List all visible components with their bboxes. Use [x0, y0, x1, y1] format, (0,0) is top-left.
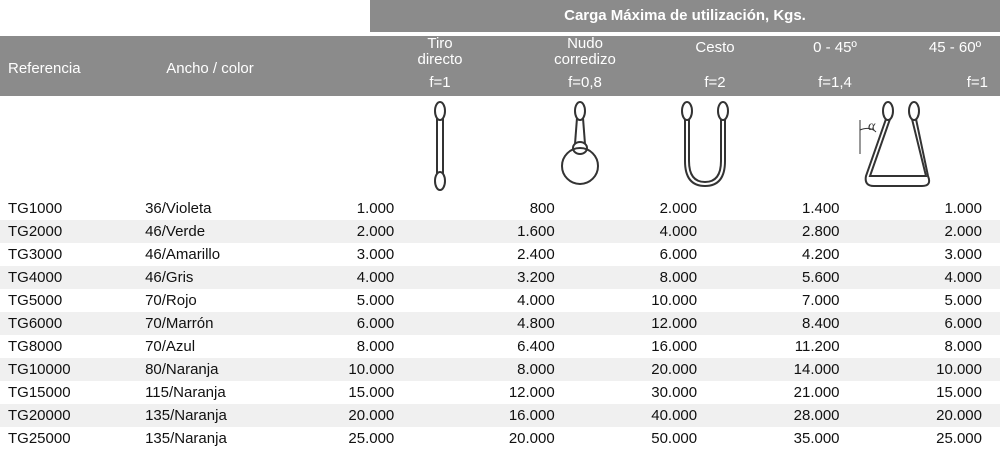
cell-ancho-color: 70/Rojo	[145, 292, 197, 309]
cell-load-value: 30.000	[651, 384, 698, 401]
cell-load-value: 40.000	[607, 404, 749, 427]
header-col-tiro: Tiro directo f=1	[417, 35, 463, 91]
table-row	[0, 358, 1000, 381]
cell-load-value: 2.800	[749, 220, 891, 243]
header-referencia: Referencia	[8, 60, 81, 77]
header-col-cesto: Cesto f=2	[695, 39, 735, 91]
cell-load-value: 20.000	[607, 358, 749, 381]
cell-referencia: TG20000	[0, 404, 105, 427]
cell-ancho-color: 115/Naranja	[145, 384, 226, 401]
cell-load-value: 2.000	[892, 220, 1000, 243]
cell-ancho-color: 135/Naranja	[145, 430, 227, 447]
cell-load-value: 800	[529, 200, 555, 217]
cell-load-value: 1.600	[446, 220, 606, 243]
cell-load-value: 4.000	[517, 292, 555, 309]
cell-ancho-color: 80/Naranja	[105, 358, 310, 381]
table-row	[0, 335, 1000, 358]
cell-load-value: 8.000	[356, 338, 395, 355]
header-col-nudo: Nudo corredizo f=0,8	[554, 35, 616, 91]
angle-sling-icon	[830, 96, 950, 196]
cell-load-value: 6.400	[517, 338, 555, 355]
table-row	[0, 381, 1000, 404]
basket-hitch-sling-icon	[675, 96, 735, 196]
cell-load-value: 3.200	[446, 266, 606, 289]
cell-load-value: 2.400	[517, 246, 555, 263]
cell-referencia: TG8000	[8, 338, 63, 355]
cell-load-value: 12.000	[607, 312, 749, 335]
cell-referencia: TG6000	[0, 312, 105, 335]
cell-load-value: 2.000	[659, 200, 698, 217]
header-col-0-45: 0 - 45º f=1,4	[813, 39, 857, 91]
cell-ancho-color: 46/Verde	[105, 220, 310, 243]
cell-ancho-color: 46/Gris	[105, 266, 310, 289]
header-col-45-60: 45 - 60º f=1	[928, 39, 988, 91]
cell-load-value: 10.000	[310, 358, 446, 381]
cell-load-value: 5.000	[944, 292, 982, 309]
cell-load-value: 11.200	[794, 338, 840, 355]
cell-load-value: 50.000	[651, 430, 698, 447]
sling-icons-row	[0, 96, 1000, 196]
cell-load-value: 3.000	[356, 246, 395, 263]
cell-referencia: TG2000	[0, 220, 105, 243]
cell-load-value: 35.000	[793, 430, 840, 447]
cell-load-value: 4.000	[607, 220, 749, 243]
cell-load-value: 15.000	[348, 384, 395, 401]
cell-load-value: 10.000	[892, 358, 1000, 381]
cell-referencia: TG25000	[8, 430, 71, 447]
load-table	[0, 197, 1000, 450]
cell-referencia: TG4000	[0, 266, 105, 289]
cell-load-value: 4.200	[801, 246, 840, 263]
cell-ancho-color: 70/Marrón	[105, 312, 310, 335]
cell-load-value: 1.000	[356, 200, 395, 217]
cell-load-value: 8.400	[749, 312, 891, 335]
cell-referencia: TG3000	[8, 246, 63, 263]
cell-load-value: 16.000	[651, 338, 698, 355]
cell-load-value: 20.000	[892, 404, 1000, 427]
cell-load-value: 12.000	[508, 384, 555, 401]
table-row	[0, 312, 1000, 335]
cell-referencia: TG15000	[8, 384, 71, 401]
cell-load-value: 5.000	[356, 292, 395, 309]
cell-load-value: 21.000	[793, 384, 840, 401]
cell-load-value: 6.000	[659, 246, 698, 263]
cell-ancho-color: 36/Violeta	[145, 200, 212, 217]
cell-load-value: 25.000	[348, 430, 395, 447]
table-row	[0, 289, 1000, 312]
cell-ancho-color: 46/Amarillo	[145, 246, 221, 263]
straight-pull-sling-icon	[420, 96, 460, 196]
cell-load-value: 3.000	[944, 246, 982, 263]
cell-load-value: 10.000	[651, 292, 698, 309]
cell-load-value: 20.000	[310, 404, 446, 427]
cell-load-value: 1.400	[801, 200, 840, 217]
cell-ancho-color: 70/Azul	[145, 338, 196, 355]
cell-load-value: 6.000	[892, 312, 1000, 335]
cell-load-value: 7.000	[801, 292, 840, 309]
table-row	[0, 404, 1000, 427]
header-ancho-color: Ancho / color	[166, 60, 254, 77]
table-row	[0, 243, 1000, 266]
cell-load-value: 4.000	[892, 266, 1000, 289]
cell-load-value: 8.000	[446, 358, 606, 381]
cell-load-value: 16.000	[446, 404, 606, 427]
table-banner: Carga Máxima de utilización, Kgs.	[370, 0, 1000, 32]
cell-ancho-color: 135/Naranja	[105, 404, 310, 427]
cell-load-value: 6.000	[310, 312, 446, 335]
table-row	[0, 220, 1000, 243]
cell-load-value: 8.000	[944, 338, 982, 355]
cell-referencia: TG5000	[8, 292, 63, 309]
cell-referencia: TG1000	[8, 200, 63, 217]
cell-load-value: 15.000	[936, 384, 982, 401]
cell-load-value: 4.800	[446, 312, 606, 335]
table-row	[0, 197, 1000, 220]
cell-load-value: 20.000	[508, 430, 555, 447]
cell-referencia: TG10000	[0, 358, 105, 381]
cell-load-value: 8.000	[607, 266, 749, 289]
table-row	[0, 266, 1000, 289]
choke-hitch-sling-icon	[550, 96, 610, 196]
cell-load-value: 25.000	[936, 430, 982, 447]
cell-load-value: 5.600	[749, 266, 891, 289]
cell-load-value: 14.000	[749, 358, 891, 381]
angle-alpha-label: α	[868, 119, 876, 134]
cell-load-value: 28.000	[749, 404, 891, 427]
cell-load-value: 1.000	[944, 200, 982, 217]
table-row	[0, 427, 1000, 450]
cell-load-value: 4.000	[310, 266, 446, 289]
cell-load-value: 2.000	[310, 220, 446, 243]
table-header	[0, 36, 1000, 96]
